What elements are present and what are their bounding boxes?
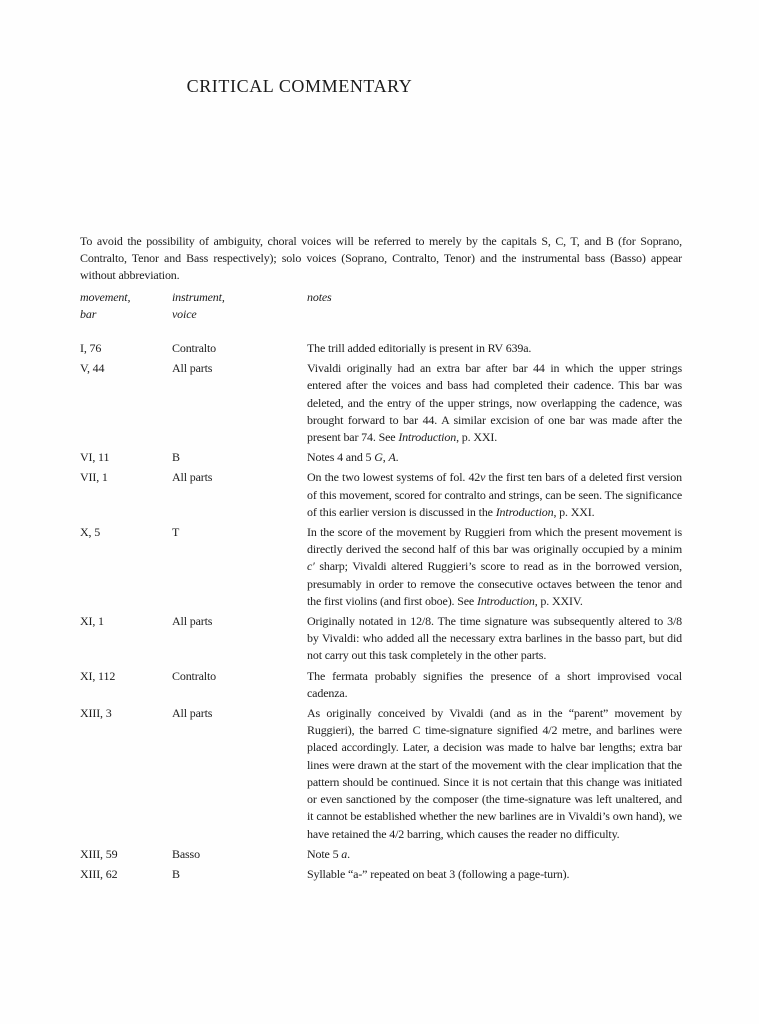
table-row [80,469,682,521]
notes-cell: Originally notated in 12/8. The time signature was subsequently altered to 3/8 by Vivaldi: who added all the necessary extra barlines in the basso part, but did not carry out this task completely in the other parts. [307,614,682,663]
table-row [80,705,682,843]
instrument-voice-cell: T [172,525,180,540]
movement-bar-cell: XI, 1 [80,614,104,629]
movement-bar-cell: V, 44 [80,361,105,376]
column-header-movement-bar [80,289,172,323]
table-row [80,846,682,863]
instrument-voice-cell: B [172,866,180,881]
table-row [80,613,682,665]
notes-cell: The fermata probably signifies the presence of a short improvised vocal cadenza. [307,668,682,700]
notes-cell: Syllable “a-” repeated on beat 3 (following a page-turn). [307,866,570,881]
notes-cell: As originally conceived by Vivaldi (and as in the “parent” movement by Ruggieri), the barred C time-signature signified 4/2 metre, and barlines were placed accordingly. Later, a decision was made to halve bar lengths; extra bar lines were drawn at the start of the movement with the clear implication that the pattern should be continued. Since it is not certain that this change was initiated or even sanctioned by the composer (the time-signature was left unaltered, and it cannot be established whether the new barlines are in Vivaldi’s own hand), we have retained the 4/2 barring, which causes the reader no difficulty. [307,706,682,841]
intro-paragraph: To avoid the possibility of ambiguity, choral voices will be referred to merely by the capitals S, C, T, and B (for Soprano, Contralto, Tenor and Bass respectively); solo voices (Soprano, Contralto, Tenor) and the instrumental bass (Basso) appear without abbreviation. [80,234,682,283]
instrument-voice-cell: All parts [172,361,213,376]
column-header-notes [307,289,682,323]
instrument-voice-cell: All parts [172,706,213,721]
header-instrument-line1: instrument, [172,289,225,304]
table-row [80,360,682,446]
notes-cell: Note 5 a. [307,846,350,861]
header-instrument-line2: voice [172,306,197,321]
movement-bar-cell: VI, 11 [80,450,110,465]
table-row [80,866,682,883]
table-row [80,449,682,466]
notes-cell: In the score of the movement by Ruggieri from which the present movement is directly derived the second half of this bar was originally occupied by a minim c′ sharp; Vivaldi altered Ruggieri’s score to read as in the borrowed version, presumably in order to remove the consecutive octaves between the tenor and the first violins (and first oboe). See Introduction, p. XXIV. [307,525,682,608]
movement-bar-cell: XI, 112 [80,668,116,683]
page-content [80,0,682,886]
instrument-voice-cell: All parts [172,614,213,629]
table-row [80,668,682,702]
movement-bar-cell: VII, 1 [80,470,108,485]
instrument-voice-cell: Contralto [172,668,216,683]
instrument-voice-cell: Basso [172,846,200,861]
movement-bar-cell: XIII, 3 [80,706,112,721]
notes-cell: The trill added editorially is present in RV 639a. [307,341,532,356]
table-row [80,524,682,610]
table-body [80,340,682,883]
header-notes-label: notes [307,289,332,304]
instrument-voice-cell: All parts [172,470,213,485]
table-row [80,340,682,357]
instrument-voice-cell: Contralto [172,341,216,356]
header-movement-line1: movement, [80,289,131,304]
notes-cell: Vivaldi originally had an extra bar after bar 44 in which the upper strings entered after the voices and bass had completed their cadence. This bar was deleted, and the entry of the upper strings, now overlapping the cadence, was brought forward to bar 44. A similar excision of one bar was made after the present bar 74. See Introduction, p. XXI. [307,361,682,445]
notes-cell: On the two lowest systems of fol. 42v the first ten bars of a deleted first version of this movement, scored for contralto and strings, can be seen. The significance of this earlier version is discussed in the Introduction, p. XXI. [307,470,682,519]
column-header-instrument-voice [172,289,307,323]
instrument-voice-cell: B [172,450,180,465]
movement-bar-cell: XIII, 59 [80,846,118,861]
movement-bar-cell: XIII, 62 [80,866,118,881]
notes-cell: Notes 4 and 5 G, A. [307,450,399,465]
header-movement-line2: bar [80,306,97,321]
page-title: CRITICAL COMMENTARY [186,76,413,96]
movement-bar-cell: X, 5 [80,525,101,540]
table-header-row [80,289,682,323]
movement-bar-cell: I, 76 [80,341,102,356]
commentary-table [80,289,682,884]
